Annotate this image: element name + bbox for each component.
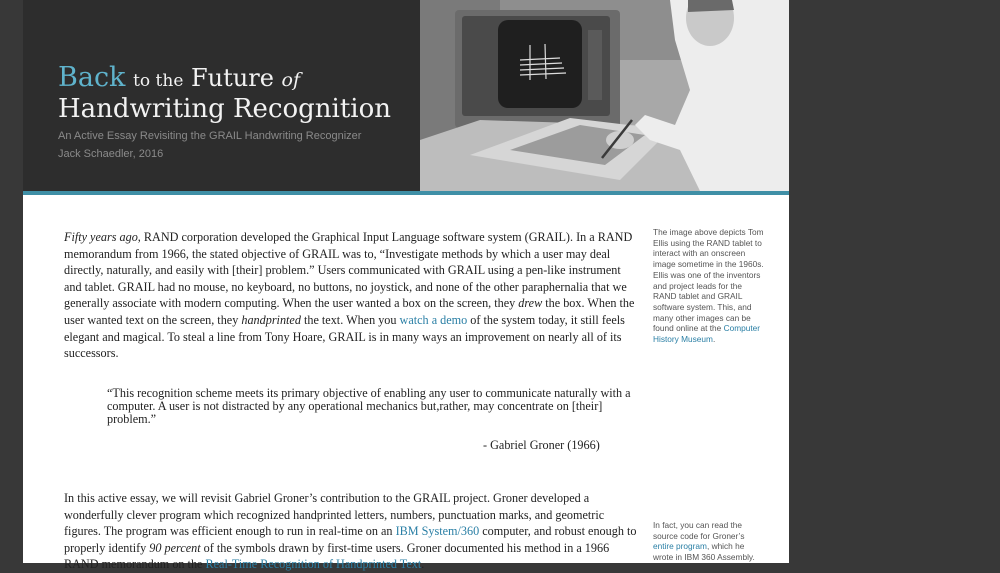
author-byline: Jack Schaedler, 2016 <box>58 148 164 160</box>
realtime-recognition-link[interactable]: Real-Time Recognition of Handprinted Text <box>205 557 422 572</box>
second-text-2: computer, and robust enough to properly identify <box>64 524 637 555</box>
watch-demo-link[interactable]: watch a demo <box>399 312 468 327</box>
second-text-4: . <box>421 557 425 572</box>
intro-em-drew: drew <box>518 296 543 311</box>
sidenote1-end: . <box>712 334 716 345</box>
groner-quote: “This recognition scheme meets its primary objective of enabling any user to communicate naturally with a computer. A user is not distracted by any operational mechanics but,rather, may concentrate on [their] problem.” <box>107 386 631 426</box>
hero-photo <box>420 0 789 191</box>
title-of: of <box>281 69 301 91</box>
quote-attribution: - Gabriel Groner (1966) <box>483 438 600 452</box>
header-accent-rule <box>23 191 789 195</box>
second-text-1: In this active essay, we will revisit Gabriel Groner’s contribution to the GRAIL project. Groner developed a wonderfully clever program which recognized handprinted letters, numbers, punctuation marks, and geometric figures. The program was efficient enough to run in real-time on an <box>64 491 605 539</box>
second-paragraph <box>64 490 640 573</box>
second-text-3: of the symbols drawn by first-time users. Groner documented his method in a 1966 RAND memorandum on the <box>64 540 610 572</box>
essay-page <box>23 0 789 572</box>
intro-lead: Fifty years ago <box>64 230 138 244</box>
sidenote1-text: The image above depicts Tom Ellis using the RAND tablet to interact with an onscreen image sometime in the 1960s. Ellis was one of the inventors and project leads for the RAND tablet and GRAIL software system. This, and many other images can be found online at the <box>653 227 764 334</box>
intro-em-handprinted: handprinted <box>241 312 301 327</box>
sidenote-source-code <box>653 520 765 563</box>
page-subtitle: An Active Essay Revisiting the GRAIL Handwriting Recognizer <box>58 130 362 142</box>
entire-program-link[interactable]: entire program <box>653 541 707 552</box>
computer-history-museum-link[interactable]: Computer History Museum <box>653 323 761 345</box>
title-back: Back <box>58 62 126 93</box>
intro-text-4: of the system today, it still feels elegant and magical. To steal a line from Tony Hoare, GRAIL is in many ways an improvement on nearly all of its successors. <box>64 312 625 361</box>
title-future: Future <box>191 64 274 92</box>
ibm-system-360-link[interactable]: IBM System/360 <box>395 524 480 539</box>
intro-paragraph <box>64 229 640 362</box>
sidenote2-text: In fact, you can read the source code for Groner’s <box>653 520 745 541</box>
header-banner <box>23 0 789 193</box>
second-em-percent: 90 percent <box>149 540 201 555</box>
title-to-the: to the <box>133 71 184 91</box>
intro-text-2: the box. When the user wanted text on the screen, they <box>64 296 635 327</box>
sidenote2-text2: , which he wrote in IBM 360 Assembly. <box>653 541 755 563</box>
intro-text-3: the text. When you <box>300 312 400 327</box>
intro-text-1: , RAND corporation developed the Graphical Input Language software system (GRAIL). In a RAND memorandum from 1966, the stated objective of GRAIL was to, “Investigate methods by which a user may deal directly, naturally, and easily with [their] problem.” Users communicated with GRAIL using a pen-like instrument and tablet. GRAIL had no mouse, no keyboard, no buttons, no joystick, and none of the other paraphernalia that we generally associate with modern computing. When the user wanted a box on the screen, they <box>64 230 633 311</box>
sidenote-image-caption <box>653 227 765 345</box>
rand-tablet-photo <box>420 0 789 191</box>
page-title-line2: Handwriting Recognition <box>58 94 392 124</box>
page-title-line1 <box>58 62 300 97</box>
